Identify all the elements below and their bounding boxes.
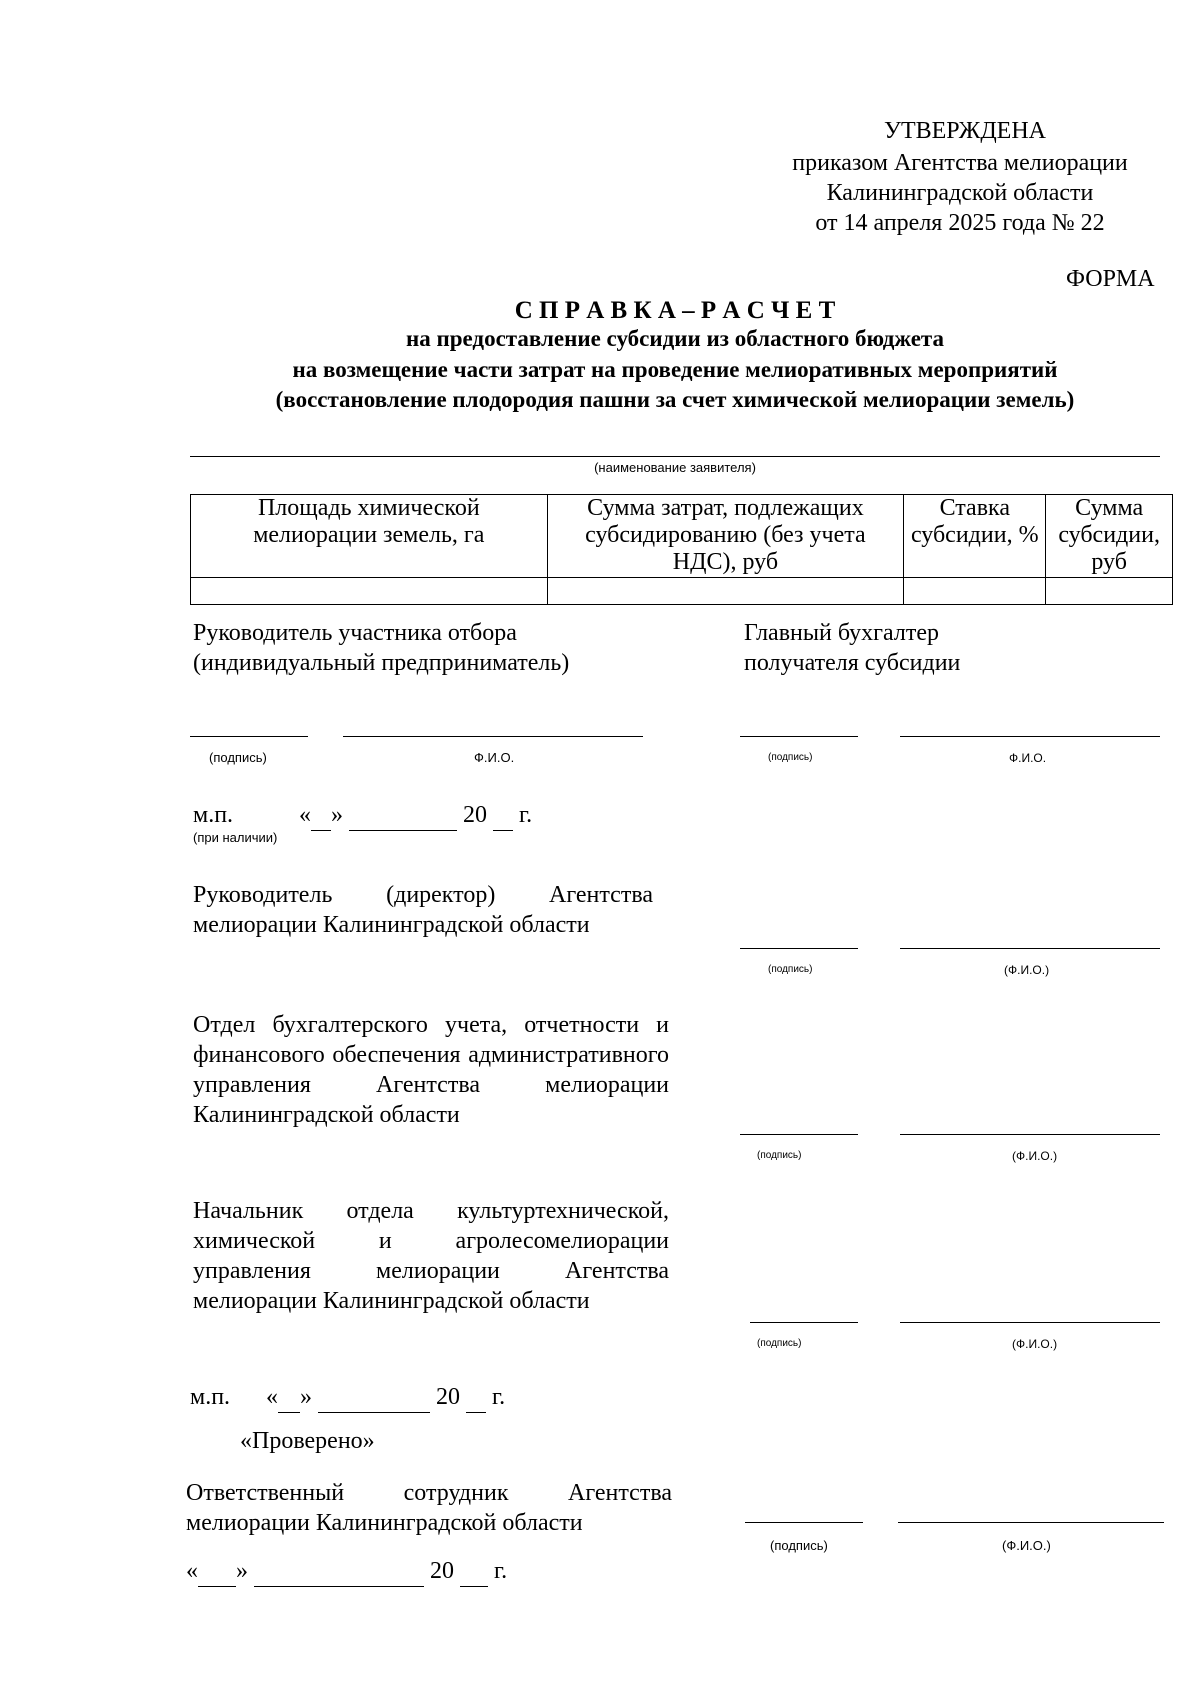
approval-line2: Калининградской области [826,180,1094,206]
year-field[interactable] [493,800,513,831]
head-participant-label [193,618,569,678]
cell-subsidy[interactable] [1046,578,1173,605]
director-label: Руководитель (директор) Агентства мелиорации Калининградской области [193,882,653,938]
chief-fio-caption: (Ф.И.О.) [1012,1337,1058,1351]
header-subsidy: Сумма субсидии, руб [1046,495,1173,578]
approval-line1: приказом Агентства мелиорации [792,150,1128,176]
month-field[interactable] [349,800,457,831]
cell-rate[interactable] [904,578,1046,605]
chief-fio-line[interactable] [900,1322,1160,1323]
day-field[interactable] [311,800,331,831]
accountant-signature-line[interactable] [740,736,858,737]
title-sub2: на возмещение части затрат на проведение мелиоративных мероприятий [292,357,1058,382]
director-signature-caption: (подпись) [768,964,813,975]
approval-block [770,116,1160,146]
chief-dept-label: Начальник отдела культуртехнической, химической и агролесомелиорации управления мелиорации Агентства мелиорации Калининградской области [193,1198,669,1314]
cell-area[interactable] [191,578,548,605]
approval-order [770,148,1150,238]
head-signature-line[interactable] [190,736,308,737]
title-main: С П Р А В К А – Р А С Ч Е Т [514,297,836,324]
applicant-name-line[interactable] [190,456,1160,457]
accounting-fio-caption: (Ф.И.О.) [1012,1149,1058,1163]
header-area: Площадь химической мелиорации земель, га [191,495,548,578]
chief-accountant-label [744,618,960,678]
header-costs: Сумма затрат, подлежащих субсидированию (без учета НДС), руб [547,495,904,578]
responsible-fio-caption: (Ф.И.О.) [1002,1538,1051,1553]
date-line-3: « » 20 г. [186,1556,507,1587]
approval-status: УТВЕРЖДЕНА [883,118,1047,144]
chief-signature-line[interactable] [750,1322,858,1323]
chief-signature-caption: (подпись) [757,1338,802,1349]
head-line1: Руководитель участника отбора [193,620,517,646]
responsible-label: Ответственный сотрудник Агентства мелиорации Калининградской области [186,1480,672,1536]
date-line-1: м.п. « » 20 г. [193,800,532,831]
accountant-fio-line[interactable] [900,736,1160,737]
director-signature-line[interactable] [740,948,858,949]
accounting-fio-line[interactable] [900,1134,1160,1135]
responsible-fio-line[interactable] [898,1522,1164,1523]
accountant-line2: получателя субсидии [744,650,961,676]
year-field-3[interactable] [460,1556,488,1587]
accountant-line1: Главный бухгалтер [744,620,939,646]
responsible-signature-caption: (подпись) [770,1538,828,1553]
day-field-2[interactable] [278,1382,300,1413]
applicant-caption: (наименование заявителя) [594,460,756,475]
accounting-signature-line[interactable] [740,1134,858,1135]
accounting-signature-caption: (подпись) [757,1150,802,1161]
director-fio-caption: (Ф.И.О.) [1004,963,1050,977]
table-row [191,578,1173,605]
checked-label: «Проверено» [240,1428,375,1454]
form-label: ФОРМА [1066,266,1155,292]
day-field-3[interactable] [198,1556,236,1587]
head-fio-line[interactable] [343,736,643,737]
head-signature-caption: (подпись) [209,750,267,765]
table-header-row [191,495,1173,578]
approval-line3: от 14 апреля 2025 года № 22 [815,210,1105,236]
mp-label-2: м.п. [190,1384,231,1410]
responsible-signature-line[interactable] [745,1522,863,1523]
director-fio-line[interactable] [900,948,1160,949]
month-field-2[interactable] [318,1382,430,1413]
title-sub1: на предоставление субсидии из областного бюджета [405,326,945,351]
header-rate: Ставка субсидии, % [904,495,1046,578]
accountant-fio-caption: Ф.И.О. [1009,751,1047,765]
head-fio-caption: Ф.И.О. [474,750,515,765]
accounting-dept-label: Отдел бухгалтерского учета, отчетности и финансового обеспечения административного управления Агентства мелиорации Калининградской области [193,1012,669,1128]
title-sub3: (восстановление плодородия пашни за счет химической мелиорации земель) [275,387,1075,412]
month-field-3[interactable] [254,1556,424,1587]
calculation-table [190,494,1173,605]
mp-label: м.п. [193,802,234,828]
year-field-2[interactable] [466,1382,486,1413]
mp-note: (при наличии) [193,830,278,845]
head-line2: (индивидуальный предприниматель) [193,650,570,676]
cell-costs[interactable] [547,578,904,605]
accountant-signature-caption: (подпись) [768,752,813,763]
date-line-2: м.п. « » 20 г. [190,1382,505,1413]
